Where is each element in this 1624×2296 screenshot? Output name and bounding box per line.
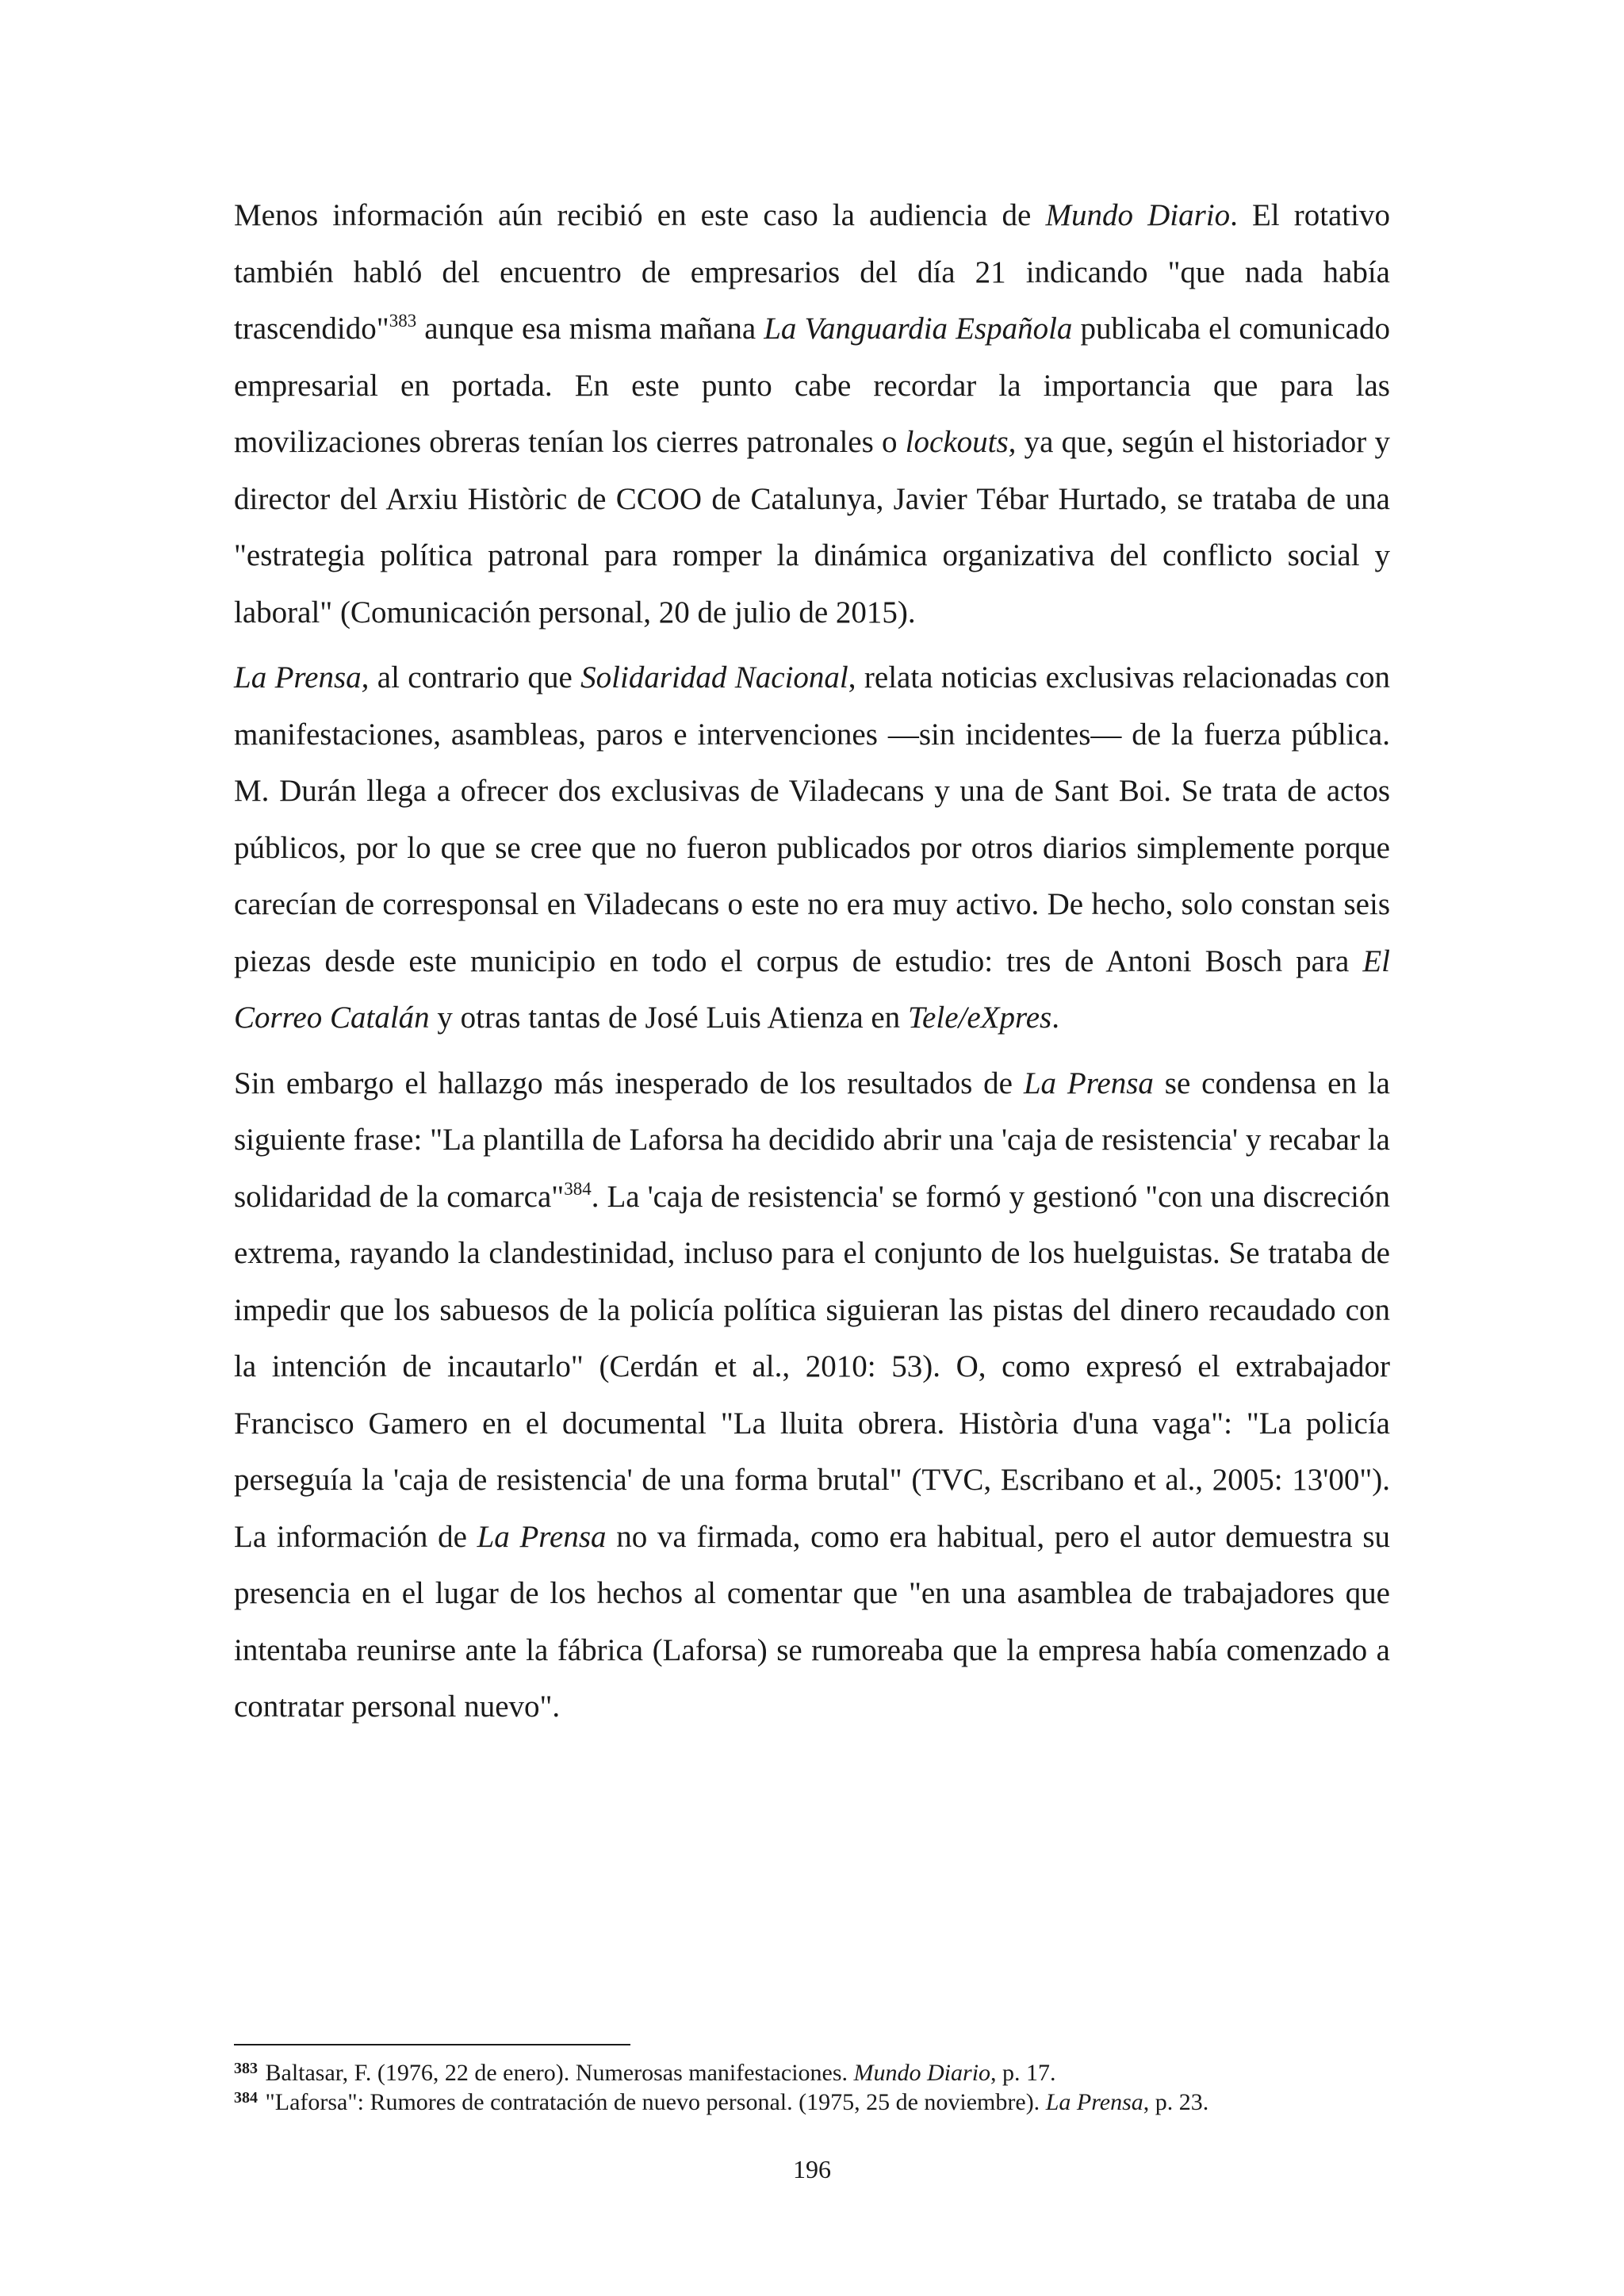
- page-number: 196: [793, 2155, 831, 2183]
- footnote-separator: [234, 2044, 630, 2045]
- paragraph-1: Menos información aún recibió en este caso la audiencia de Mundo Diario. El rotativo también habló del encuentro de empresarios del día 21 indicando "que nada había trascendido"$^{383}$ aunque esa misma mañana La Vanguardia Española publicaba el comunicado empresarial en portada. En este punto cabe recordar la importancia que para las movilizaciones obreras tenían los cierres patronales o lockouts, ya que, según el historiador y director del Arxiu Històric de CCOO de Catalunya, Javier Tébar Hurtado, se trataba de una "estrategia política patronal para romper la dinámica organizativa del conflicto social y laboral" (Comunicación personal, 20 de julio de 2015).: [234, 198, 1391, 629]
- footnote-ref-383: 383: [389, 311, 417, 331]
- footnote-ref-384: 384: [564, 1178, 592, 1199]
- body-text: [234, 187, 1390, 1735]
- paragraph-2: La Prensa, al contrario que Solidaridad Nacional, relata noticias exclusivas relacionadas con manifestaciones, asambleas, paros e intervenciones —sin incidentes— de la fuerza pública. M. Durán llega a ofrecer dos exclusivas de Viladecans y una de Sant Boi. Se trata de actos públicos, por lo que se cree que no fueron publicados por otros diarios simplemente porque carecían de corresponsal en Viladecans o este no era muy activo. De hecho, solo constan seis piezas desde este municipio en todo el corpus de estudio: tres de Antoni Bosch para El Correo Catalán y otras tantas de José Luis Atienza en Tele/eXpres.: [234, 660, 1390, 1035]
- footnote-number: 383: [234, 2060, 258, 2077]
- footnote-383: $^{383}$ Baltasar, F. (1976, 22 de enero). Numerosas manifestaciones. Mundo Diario, p. 17.: [234, 2060, 1056, 2086]
- paragraph-3: Sin embargo el hallazgo más inesperado de los resultados de La Prensa se condensa en la siguiente frase: "La plantilla de Laforsa ha decidido abrir una 'caja de resistencia' y recabar la solidaridad de la comarca"$^{384}$. La 'caja de resistencia' se formó y gestionó "con una discreción extrema, rayando la clandestinidad, incluso para el conjunto de los huelguistas. Se trataba de impedir que los sabuesos de la policía política siguieran las pistas del dinero recaudado con la intención de incautarlo" (Cerdán et al., 2010: 53). O, como expresó el extrabajador Francisco Gamero en el documental "La lluita obrera. Història d'una vaga": "La policía perseguía la 'caja de resistencia' de una forma brutal" (TVC, Escribano et al., 2005: 13'00"). La información de La Prensa no va firmada, como era habitual, pero el autor demuestra su presencia en el lugar de los hechos al comentar que "en una asamblea de trabajadores que intentaba reunirse ante la fábrica (Laforsa) se rumoreaba que la empresa había comenzado a contratar personal nuevo".: [234, 1066, 1390, 1724]
- footnotes: [234, 2058, 1390, 2117]
- footnote-number: 384: [234, 2089, 258, 2107]
- footnote-384: $^{384}$ "Laforsa": Rumores de contratación de nuevo personal. (1975, 25 de noviembre). La Prensa, p. 23.: [234, 2089, 1209, 2115]
